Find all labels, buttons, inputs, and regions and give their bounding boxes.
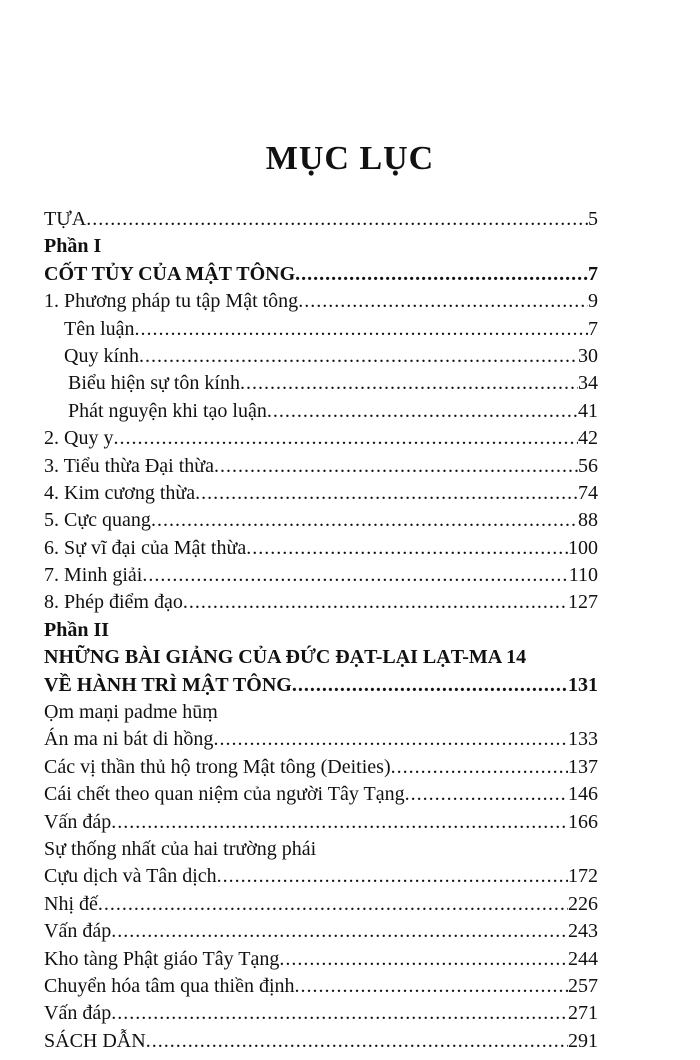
- toc-entry: [44, 288, 598, 315]
- toc-entry-title: CỐT TỦY CỦA MẬT TÔNG: [44, 262, 296, 285]
- toc-entry-title: Biểu hiện sự tôn kính: [68, 372, 240, 395]
- toc-entry-page-number: 133: [568, 728, 598, 751]
- toc-entry-page-number: 271: [568, 1002, 598, 1025]
- toc-entry: [44, 398, 598, 425]
- toc-entry-page-number: 291: [568, 1029, 598, 1052]
- toc-entry-title: Kho tàng Phật giáo Tây Tạng: [44, 947, 280, 970]
- toc-entry-title: VỀ HÀNH TRÌ MẬT TÔNG: [44, 673, 292, 696]
- dot-leader: [292, 672, 568, 699]
- toc-entry-title: Vấn đáp: [44, 920, 112, 943]
- dot-leader: [295, 261, 588, 288]
- toc-entry-page-number: 146: [568, 783, 598, 806]
- toc-entry: [44, 507, 598, 534]
- toc-entry: [44, 562, 598, 589]
- toc-entry: [44, 453, 598, 480]
- toc-entry-page-number: 226: [568, 892, 598, 915]
- dot-leader: [217, 863, 568, 890]
- toc-entry-page-number: 244: [568, 947, 598, 970]
- toc-entry-title: Các vị thần thủ hộ trong Mật tông (Deities): [44, 755, 391, 778]
- dot-leader: [405, 781, 568, 808]
- toc-entry: [44, 535, 598, 562]
- toc-entry-title: 4. Kim cương thừa: [44, 481, 196, 504]
- toc-entry-page-number: 110: [568, 564, 598, 587]
- toc-entry: [44, 480, 598, 507]
- toc-entry-title: Nhị đế: [44, 892, 98, 915]
- toc-heading: [44, 233, 598, 260]
- toc-entry: [44, 781, 598, 808]
- toc-heading: [44, 836, 598, 863]
- dot-leader: [195, 480, 578, 507]
- dot-leader: [139, 343, 578, 370]
- dot-leader: [98, 891, 568, 918]
- toc-entry-page-number: 88: [578, 509, 598, 532]
- dot-leader: [86, 206, 588, 233]
- dot-leader: [113, 425, 578, 452]
- toc-entry: [44, 891, 598, 918]
- toc-entry-title: 5. Cực quang: [44, 509, 151, 532]
- toc-entry-title: Chuyển hóa tâm qua thiền định: [44, 974, 295, 997]
- toc-entry-title: NHỮNG BÀI GIẢNG CỦA ĐỨC ĐẠT-LẠI LẠT-MA 14: [44, 646, 527, 669]
- dot-leader: [246, 535, 568, 562]
- toc-entry-page-number: 243: [568, 920, 598, 943]
- toc-entry-page-number: 127: [568, 591, 598, 614]
- toc-entry-title: Vấn đáp: [44, 810, 112, 833]
- toc-entry: [44, 206, 598, 233]
- toc-entry-page-number: 100: [568, 536, 598, 559]
- toc-entry-title: Quy kính: [64, 344, 139, 367]
- dot-leader: [111, 918, 568, 945]
- dot-leader: [111, 809, 568, 836]
- toc-entry-title: 3. Tiểu thừa Đại thừa: [44, 454, 215, 477]
- dot-leader: [267, 398, 578, 425]
- toc-entry: [44, 343, 598, 370]
- dot-leader: [142, 562, 568, 589]
- toc-entry-title: Phần II: [44, 618, 110, 641]
- toc-entry: [44, 425, 598, 452]
- toc-entry: [44, 316, 598, 343]
- page-title: MỤC LỤC: [265, 140, 435, 177]
- toc-entry-page-number: 41: [578, 399, 598, 422]
- dot-leader: [111, 1000, 568, 1027]
- toc-entry-page-number: 74: [578, 481, 598, 504]
- toc-entry-page-number: 7: [588, 317, 598, 340]
- toc-entry-title: 8. Phép điểm đạo: [44, 591, 183, 614]
- toc-entry-title: 7. Minh giải: [44, 564, 143, 587]
- toc-entry: [44, 370, 598, 397]
- toc-entry-title: Tên luận: [64, 317, 135, 340]
- toc-entry-title: Vấn đáp: [44, 1002, 112, 1025]
- dot-leader: [295, 973, 568, 1000]
- toc-entry-page-number: 172: [568, 865, 598, 888]
- dot-leader: [151, 507, 578, 534]
- toc-entry: [44, 918, 598, 945]
- dot-leader: [183, 589, 568, 616]
- toc-entry-title: 1. Phương pháp tu tập Mật tông: [44, 290, 299, 313]
- toc-entry-page-number: 166: [568, 810, 598, 833]
- toc-entry-page-number: 30: [578, 344, 598, 367]
- toc-entry-page-number: 42: [578, 427, 598, 450]
- toc-heading: [44, 644, 598, 671]
- toc-entry: [44, 726, 598, 753]
- dot-leader: [279, 946, 568, 973]
- toc-entry-title: Ọm maṇi padme hūṃ: [44, 701, 218, 724]
- toc-entry-page-number: 137: [568, 755, 598, 778]
- toc-entry: [44, 809, 598, 836]
- toc-heading: [44, 699, 598, 726]
- toc-entry: [44, 261, 598, 288]
- toc-entry-title: 6. Sự vĩ đại của Mật thừa: [44, 536, 247, 559]
- toc-entry-page-number: 34: [578, 372, 598, 395]
- dot-leader: [213, 726, 568, 753]
- toc-entry: [44, 1000, 598, 1027]
- toc-entry-title: Phát nguyện khi tạo luận: [68, 399, 267, 422]
- dot-leader: [135, 316, 588, 343]
- toc-entry-title: Phần I: [44, 235, 102, 258]
- dot-leader: [146, 1028, 568, 1055]
- toc-entry: [44, 754, 598, 781]
- toc-entry-title: TỰA: [44, 208, 87, 230]
- dot-leader: [214, 453, 578, 480]
- toc-entry-page-number: 131: [568, 673, 598, 696]
- toc-entry-title: Cái chết theo quan niệm của người Tây Tạng: [44, 783, 405, 806]
- toc-entry-title: 2. Quy y: [44, 427, 114, 450]
- toc-entry-title: Sự thống nhất của hai trường phái: [44, 837, 317, 860]
- dot-leader: [391, 754, 568, 781]
- toc-entry-title: Cựu dịch và Tân dịch: [44, 865, 217, 888]
- table-of-contents: [44, 206, 598, 1055]
- toc-entry-page-number: 5: [588, 208, 598, 230]
- toc-entry: [44, 973, 598, 1000]
- toc-entry-page-number: 56: [578, 454, 598, 477]
- toc-entry-title: Án ma ni bát di hồng: [44, 728, 214, 751]
- toc-entry: [44, 589, 598, 616]
- toc-entry: [44, 672, 598, 699]
- dot-leader: [298, 288, 588, 315]
- toc-entry-page-number: 9: [588, 290, 598, 313]
- toc-entry: [44, 946, 598, 973]
- toc-entry: [44, 1028, 598, 1055]
- toc-entry: [44, 863, 598, 890]
- toc-entry-title: SÁCH DẪN: [44, 1029, 146, 1052]
- toc-entry-page-number: 257: [568, 974, 598, 997]
- dot-leader: [240, 370, 578, 397]
- toc-heading: [44, 617, 598, 644]
- toc-entry-page-number: 7: [588, 262, 598, 285]
